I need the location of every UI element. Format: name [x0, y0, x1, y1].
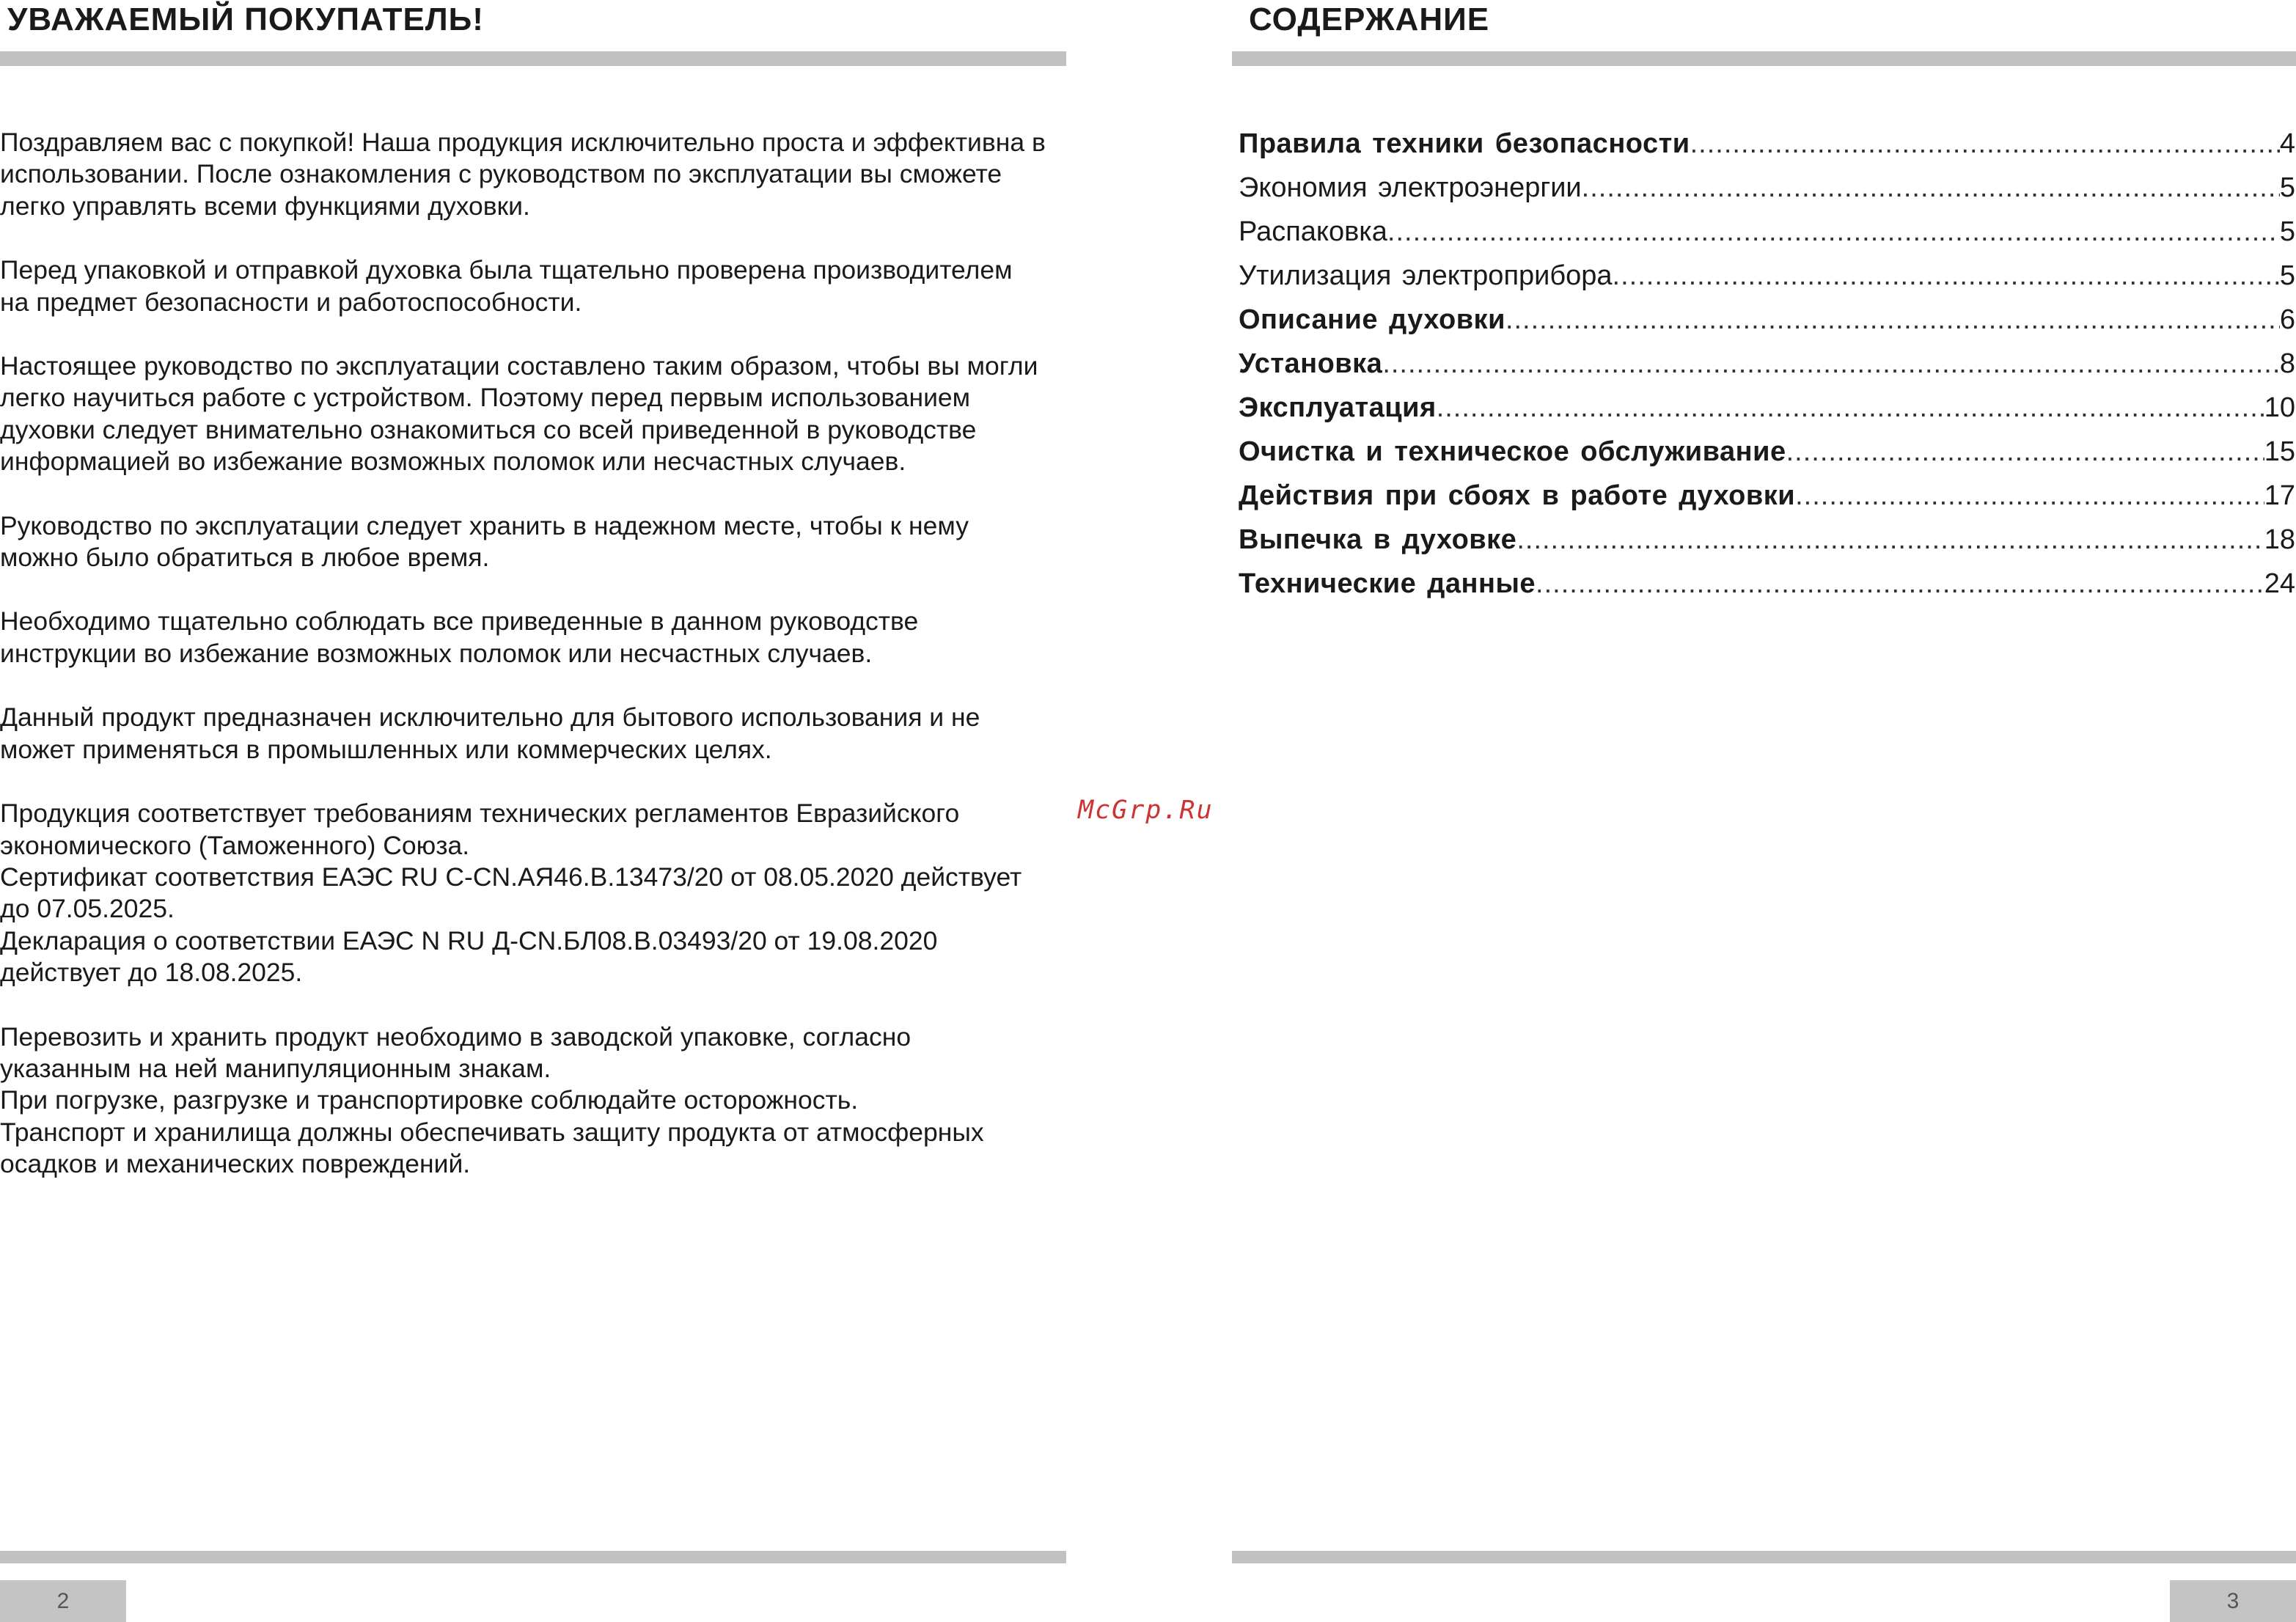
toc-entry: [1239, 474, 2295, 518]
table-of-contents: [1239, 122, 2295, 606]
toc-leader-dots: [1382, 342, 2280, 386]
toc-leader-dots: [1582, 166, 2280, 210]
toc-leader-dots: [1613, 254, 2280, 298]
toc-entry-label: Описание духовки: [1239, 304, 1505, 335]
toc-leader-dots: [1437, 386, 2264, 430]
toc-leader-dots: [1690, 122, 2280, 166]
toc-entry: [1239, 386, 2295, 430]
toc-entry: [1239, 298, 2295, 342]
paragraph: Настоящее руководство по эксплуатации составлено таким образом, чтобы вы могли легко научиться работе с устройством. Поэтому перед первым использованием духовки следует внимательно ознакомиться со всей приведенной в руководстве информацией во избежание возможных поломок или несчастных случаев.: [0, 351, 1038, 477]
toc-leader-dots: [1536, 562, 2264, 606]
watermark: McGrp.Ru: [1078, 796, 1214, 825]
toc-entry: [1239, 254, 2295, 298]
toc-entry-page: 10: [2264, 392, 2295, 423]
header-rule: [1232, 51, 2296, 66]
toc-entry: [1239, 342, 2295, 386]
toc-entry-page: 5: [2279, 172, 2295, 203]
toc-entry-label: Действия при сбоях в работе духовки: [1239, 480, 1796, 511]
right-page: [1232, 0, 2296, 1622]
toc-entry-label: Очистка и техническое обслуживание: [1239, 436, 1786, 467]
toc-entry: [1239, 166, 2295, 210]
paragraph: Необходимо тщательно соблюдать все приведенные в данном руководстве инструкции во избежание возможных поломок или несчастных случаев.: [0, 606, 919, 668]
paragraph: Перед упаковкой и отправкой духовка была тщательно проверена производителем на предмет безопасности и работоспособности.: [0, 255, 1013, 317]
toc-entry-page: 5: [2279, 260, 2295, 291]
toc-entry-label: Технические данные: [1239, 568, 1536, 599]
page-number: 3: [2170, 1580, 2296, 1622]
paragraph: Продукция соответствует требованиям технических регламентов Евразийского экономического (Таможенного) Союза. Сертификат соответствия ЕАЭС RU С-CN.АЯ46.В.13473/20 от 08.05.2020 действует до 07.05.2025. Декларация о соответствии ЕАЭС N RU Д-CN.БЛ08.В.03493/20 от 19.08.2020 действует до 18.08.2025.: [0, 799, 1022, 988]
toc-leader-dots: [1387, 210, 2280, 254]
toc-entry: [1239, 430, 2295, 474]
toc-entry: [1239, 210, 2295, 254]
header-rule: [0, 51, 1066, 66]
paragraph: Перевозить и хранить продукт необходимо в заводской упаковке, согласно указанным на ней манипуляционным знакам. При погрузке, разгрузке и транспортировке соблюдайте осторожность. Транспорт и хранилища должны обеспечивать защиту продукта от атмосферных осадков и механических повреждений.: [0, 1021, 984, 1179]
toc-entry-page: 24: [2264, 568, 2295, 599]
toc-entry-page: 17: [2264, 480, 2295, 511]
footer-rule: [1232, 1551, 2296, 1563]
toc-entry-page: 8: [2279, 348, 2295, 379]
toc-entry-page: 6: [2279, 304, 2295, 335]
toc-entry-page: 4: [2279, 128, 2295, 159]
intro-text: [0, 127, 1078, 1213]
toc-entry-page: 15: [2264, 436, 2295, 467]
paragraph: Поздравляем вас с покупкой! Наша продукция исключительно проста и эффективна в использовании. После ознакомления с руководством по эксплуатации вы сможете легко управлять всеми функциями духовки.: [0, 128, 1046, 221]
left-page: [0, 0, 1068, 1622]
footer-rule: [0, 1551, 1066, 1563]
toc-entry-label: Распаковка: [1239, 216, 1387, 247]
paragraph: Руководство по эксплуатации следует хранить в надежном месте, чтобы к нему можно было обратиться в любое время.: [0, 510, 969, 573]
paragraph: Данный продукт предназначен исключительно для бытового использования и не может применяться в промышленных или коммерческих целях.: [0, 702, 980, 764]
toc-leader-dots: [1786, 430, 2264, 474]
page-number: 2: [0, 1580, 126, 1622]
toc-leader-dots: [1795, 474, 2264, 518]
toc-entry-label: Правила техники безопасности: [1239, 128, 1690, 159]
toc-entry-label: Выпечка в духовке: [1239, 524, 1517, 555]
toc-entry-label: Экономия электроэнергии: [1239, 172, 1582, 203]
toc-entry-label: Эксплуатация: [1239, 392, 1437, 423]
toc-entry-page: 5: [2279, 216, 2295, 247]
toc-entry: [1239, 562, 2295, 606]
page-title: СОДЕРЖАНИЕ: [1249, 1, 1490, 37]
toc-entry-label: Утилизация электроприбора: [1239, 260, 1613, 291]
toc-leader-dots: [1505, 298, 2280, 342]
toc-entry-label: Установка: [1239, 348, 1383, 379]
toc-leader-dots: [1516, 518, 2264, 562]
toc-entry: [1239, 518, 2295, 562]
toc-entry-page: 18: [2264, 524, 2295, 555]
toc-entry: [1239, 122, 2295, 166]
page-title: УВАЖАЕМЫЙ ПОКУПАТЕЛЬ!: [7, 1, 484, 37]
